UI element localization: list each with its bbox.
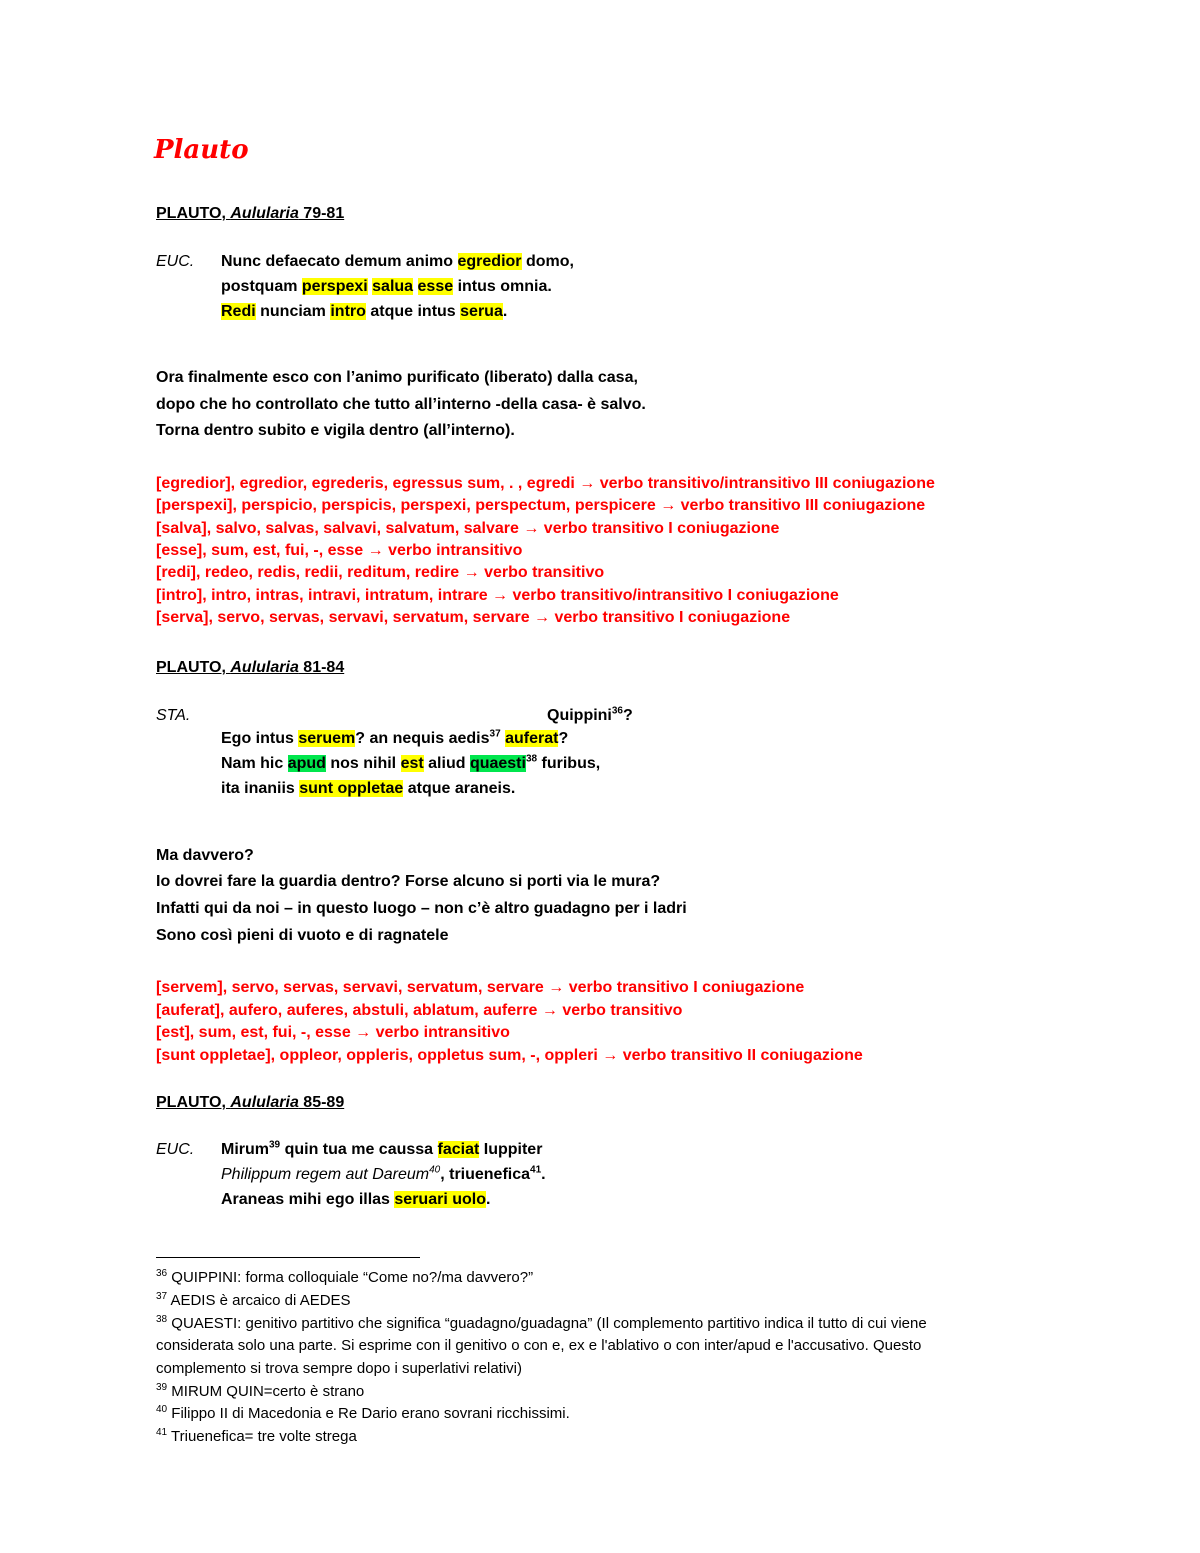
- latin-text: nunciam: [255, 303, 331, 320]
- footnote-num: 40: [156, 1404, 168, 1415]
- footnote-num: 39: [156, 1382, 168, 1393]
- footnote-text: QUIPPINI: forma colloquiale “Come no?/ma davvero?”: [167, 1269, 534, 1286]
- analysis-line: [sunt oppletae], oppleor, oppleris, oppletus sum, -, oppleri → verbo transitivo II coniugazione: [156, 1047, 863, 1064]
- footnote-ref: 36: [611, 705, 623, 717]
- footnote-num: 41: [156, 1427, 168, 1438]
- latin-text: [413, 278, 417, 295]
- latin-text: Philippum regem aut Dareum: [221, 1166, 430, 1183]
- highlight-word: perspexi: [301, 278, 368, 295]
- footnote-text: Triuenefica= tre volte strega: [167, 1428, 357, 1445]
- speaker-label: EUC.: [156, 253, 195, 270]
- latin-text: .: [485, 1191, 491, 1208]
- analysis-line: [egredior], egredior, egrederis, egressus sum, . , egredi → verbo transitivo/intransitivo III coniugazione: [156, 475, 935, 492]
- analysis-line: [serva], servo, servas, servavi, servatum, servare → verbo transitivo I coniugazione: [156, 609, 791, 626]
- latin-text: Ego intus: [221, 730, 299, 747]
- latin-text: atque intus: [365, 303, 461, 320]
- latin-text: Iuppiter: [479, 1141, 543, 1158]
- footnote: [156, 1290, 351, 1312]
- highlight-word: auferat: [505, 730, 559, 747]
- footnote-ref: 40: [429, 1164, 441, 1176]
- latin-line: [221, 276, 552, 298]
- highlight-word: Redi: [221, 303, 256, 320]
- footnote: [156, 1335, 921, 1357]
- footnote-text: MIRUM QUIN=certo è strano: [167, 1383, 365, 1400]
- footnote-num: 37: [156, 1291, 168, 1302]
- latin-text: nos nihil: [325, 755, 401, 772]
- footnote-separator: [156, 1257, 420, 1258]
- latin-line: [221, 753, 600, 775]
- latin-line: [221, 1139, 542, 1161]
- highlight-word: faciat: [437, 1141, 480, 1158]
- translation-line: Ma davvero?: [156, 847, 254, 864]
- footnote: [156, 1403, 570, 1425]
- latin-text: Nam hic: [221, 755, 288, 772]
- latin-line: [221, 1189, 490, 1211]
- footnote: [156, 1358, 522, 1380]
- latin-text: quin tua me caussa: [280, 1141, 438, 1158]
- heading-sep: ,: [221, 205, 231, 222]
- translation-line: Ora finalmente esco con l’animo purificato (liberato) dalla casa,: [156, 369, 638, 386]
- highlight-word: seruem: [298, 730, 356, 747]
- latin-text: Mirum: [221, 1141, 269, 1158]
- section-heading-2: [156, 657, 344, 679]
- analysis-line: [redi], redeo, redis, redii, reditum, redire → verbo transitivo: [156, 564, 605, 581]
- heading-author: PLAUTO: [156, 1094, 222, 1111]
- latin-line: [221, 728, 568, 750]
- latin-text: Nunc defaecato demum animo: [221, 253, 458, 270]
- speaker-label: STA.: [156, 707, 191, 724]
- analysis-line: [intro], intro, intras, intravi, intratum, intrare → verbo transitivo/intransitivo I coniugazione: [156, 587, 839, 604]
- speaker-label: EUC.: [156, 1141, 195, 1158]
- section-heading-1: [156, 203, 344, 225]
- latin-line: [221, 778, 515, 800]
- latin-text: ?: [558, 730, 569, 747]
- footnote-text: QUAESTI: genitivo partitivo che significa “guadagno/guadagna” (Il complemento partitivo indica il tutto di cui viene: [167, 1315, 927, 1332]
- footnote-text: complemento si trova sempre dopo i superlativi relativi): [156, 1360, 522, 1377]
- speaker-line: [547, 705, 633, 727]
- analysis-line: [salva], salvo, salvas, salvavi, salvatum, salvare → verbo transitivo I coniugazione: [156, 520, 780, 537]
- latin-text: , triuenefica: [440, 1166, 531, 1183]
- footnote-ref: 37: [489, 728, 501, 740]
- latin-text: .: [541, 1166, 546, 1183]
- analysis-line: [auferat], aufero, auferes, abstuli, ablatum, auferre → verbo transitivo: [156, 1002, 683, 1019]
- analysis-line: [perspexi], perspicio, perspicis, perspexi, perspectum, perspicere → verbo transitivo III coniugazione: [156, 497, 926, 514]
- highlight-word: egredior: [457, 253, 522, 270]
- footnote-text: AEDIS è arcaico di AEDES: [167, 1292, 351, 1309]
- footnote-ref: 38: [525, 753, 538, 765]
- translation-line: dopo che ho controllato che tutto all’interno -della casa- è salvo.: [156, 396, 646, 413]
- translation-line: Io dovrei fare la guardia dentro? Forse alcuno si porti via le mura?: [156, 873, 661, 890]
- latin-text: ? an nequis aedis: [355, 730, 490, 747]
- translation-line: Sono così pieni di vuoto e di ragnatele: [156, 927, 449, 944]
- footnote-num: 36: [156, 1268, 168, 1279]
- footnote-text: Filippo II di Macedonia e Re Dario erano sovrani ricchissimi.: [167, 1405, 570, 1422]
- latin-line: [221, 301, 507, 323]
- section-heading-3: [156, 1092, 344, 1114]
- translation-line: Infatti qui da noi – in questo luogo – non c’è altro guadagno per i ladri: [156, 900, 687, 917]
- footnote: [156, 1381, 364, 1403]
- footnote-text: considerata solo una parte. Si esprime con il genitivo o con e, ex e l'ablativo o con inter/apud e l'accusativo. Questo: [156, 1337, 922, 1354]
- heading-author: PLAUTO: [156, 205, 222, 222]
- latin-text: domo,: [521, 253, 574, 270]
- heading-work: Aulularia: [230, 659, 299, 676]
- highlight-word: esse: [417, 278, 454, 295]
- footnote: [156, 1313, 927, 1335]
- latin-text: intus omnia.: [453, 278, 552, 295]
- latin-text: ?: [623, 707, 633, 724]
- latin-text: postquam: [221, 278, 302, 295]
- heading-sep: ,: [221, 659, 231, 676]
- analysis-line: [est], sum, est, fui, -, esse → verbo intransitivo: [156, 1024, 510, 1041]
- latin-text: furibus,: [537, 755, 601, 772]
- highlight-word: est: [400, 755, 424, 772]
- footnote-ref: 39: [269, 1139, 281, 1151]
- latin-text: .: [502, 303, 508, 320]
- highlight-word: sunt oppletae: [299, 780, 404, 797]
- highlight-word: intro: [330, 303, 366, 320]
- highlight-word: salua: [372, 278, 414, 295]
- heading-work: Aulularia: [230, 205, 299, 222]
- heading-range: 85-89: [298, 1094, 345, 1111]
- page-title: Plauto: [154, 135, 249, 165]
- translation-line: Torna dentro subito e vigila dentro (all’interno).: [156, 422, 515, 439]
- analysis-line: [esse], sum, est, fui, -, esse → verbo intransitivo: [156, 542, 523, 559]
- highlight-word: seruari uolo: [394, 1191, 486, 1208]
- latin-text: atque araneis.: [403, 780, 516, 797]
- highlight-word: serua: [460, 303, 503, 320]
- latin-line: [221, 1164, 546, 1186]
- footnote-ref: 41: [530, 1164, 542, 1176]
- heading-work: Aulularia: [230, 1094, 299, 1111]
- latin-text: ita inaniis: [221, 780, 300, 797]
- latin-text: aliud: [423, 755, 470, 772]
- heading-sep: ,: [221, 1094, 231, 1111]
- analysis-line: [servem], servo, servas, servavi, servatum, servare → verbo transitivo I coniugazione: [156, 979, 805, 996]
- highlight-word: apud: [287, 755, 326, 772]
- footnote-num: 38: [156, 1314, 168, 1325]
- heading-author: PLAUTO: [156, 659, 222, 676]
- highlight-word: quaesti: [469, 755, 526, 772]
- footnote: [156, 1267, 533, 1289]
- latin-line: [221, 251, 574, 273]
- heading-range: 79-81: [298, 205, 345, 222]
- footnote: [156, 1426, 357, 1448]
- latin-text: Quippini: [547, 707, 612, 724]
- latin-text: Araneas mihi ego illas: [221, 1191, 395, 1208]
- heading-range: 81-84: [298, 659, 345, 676]
